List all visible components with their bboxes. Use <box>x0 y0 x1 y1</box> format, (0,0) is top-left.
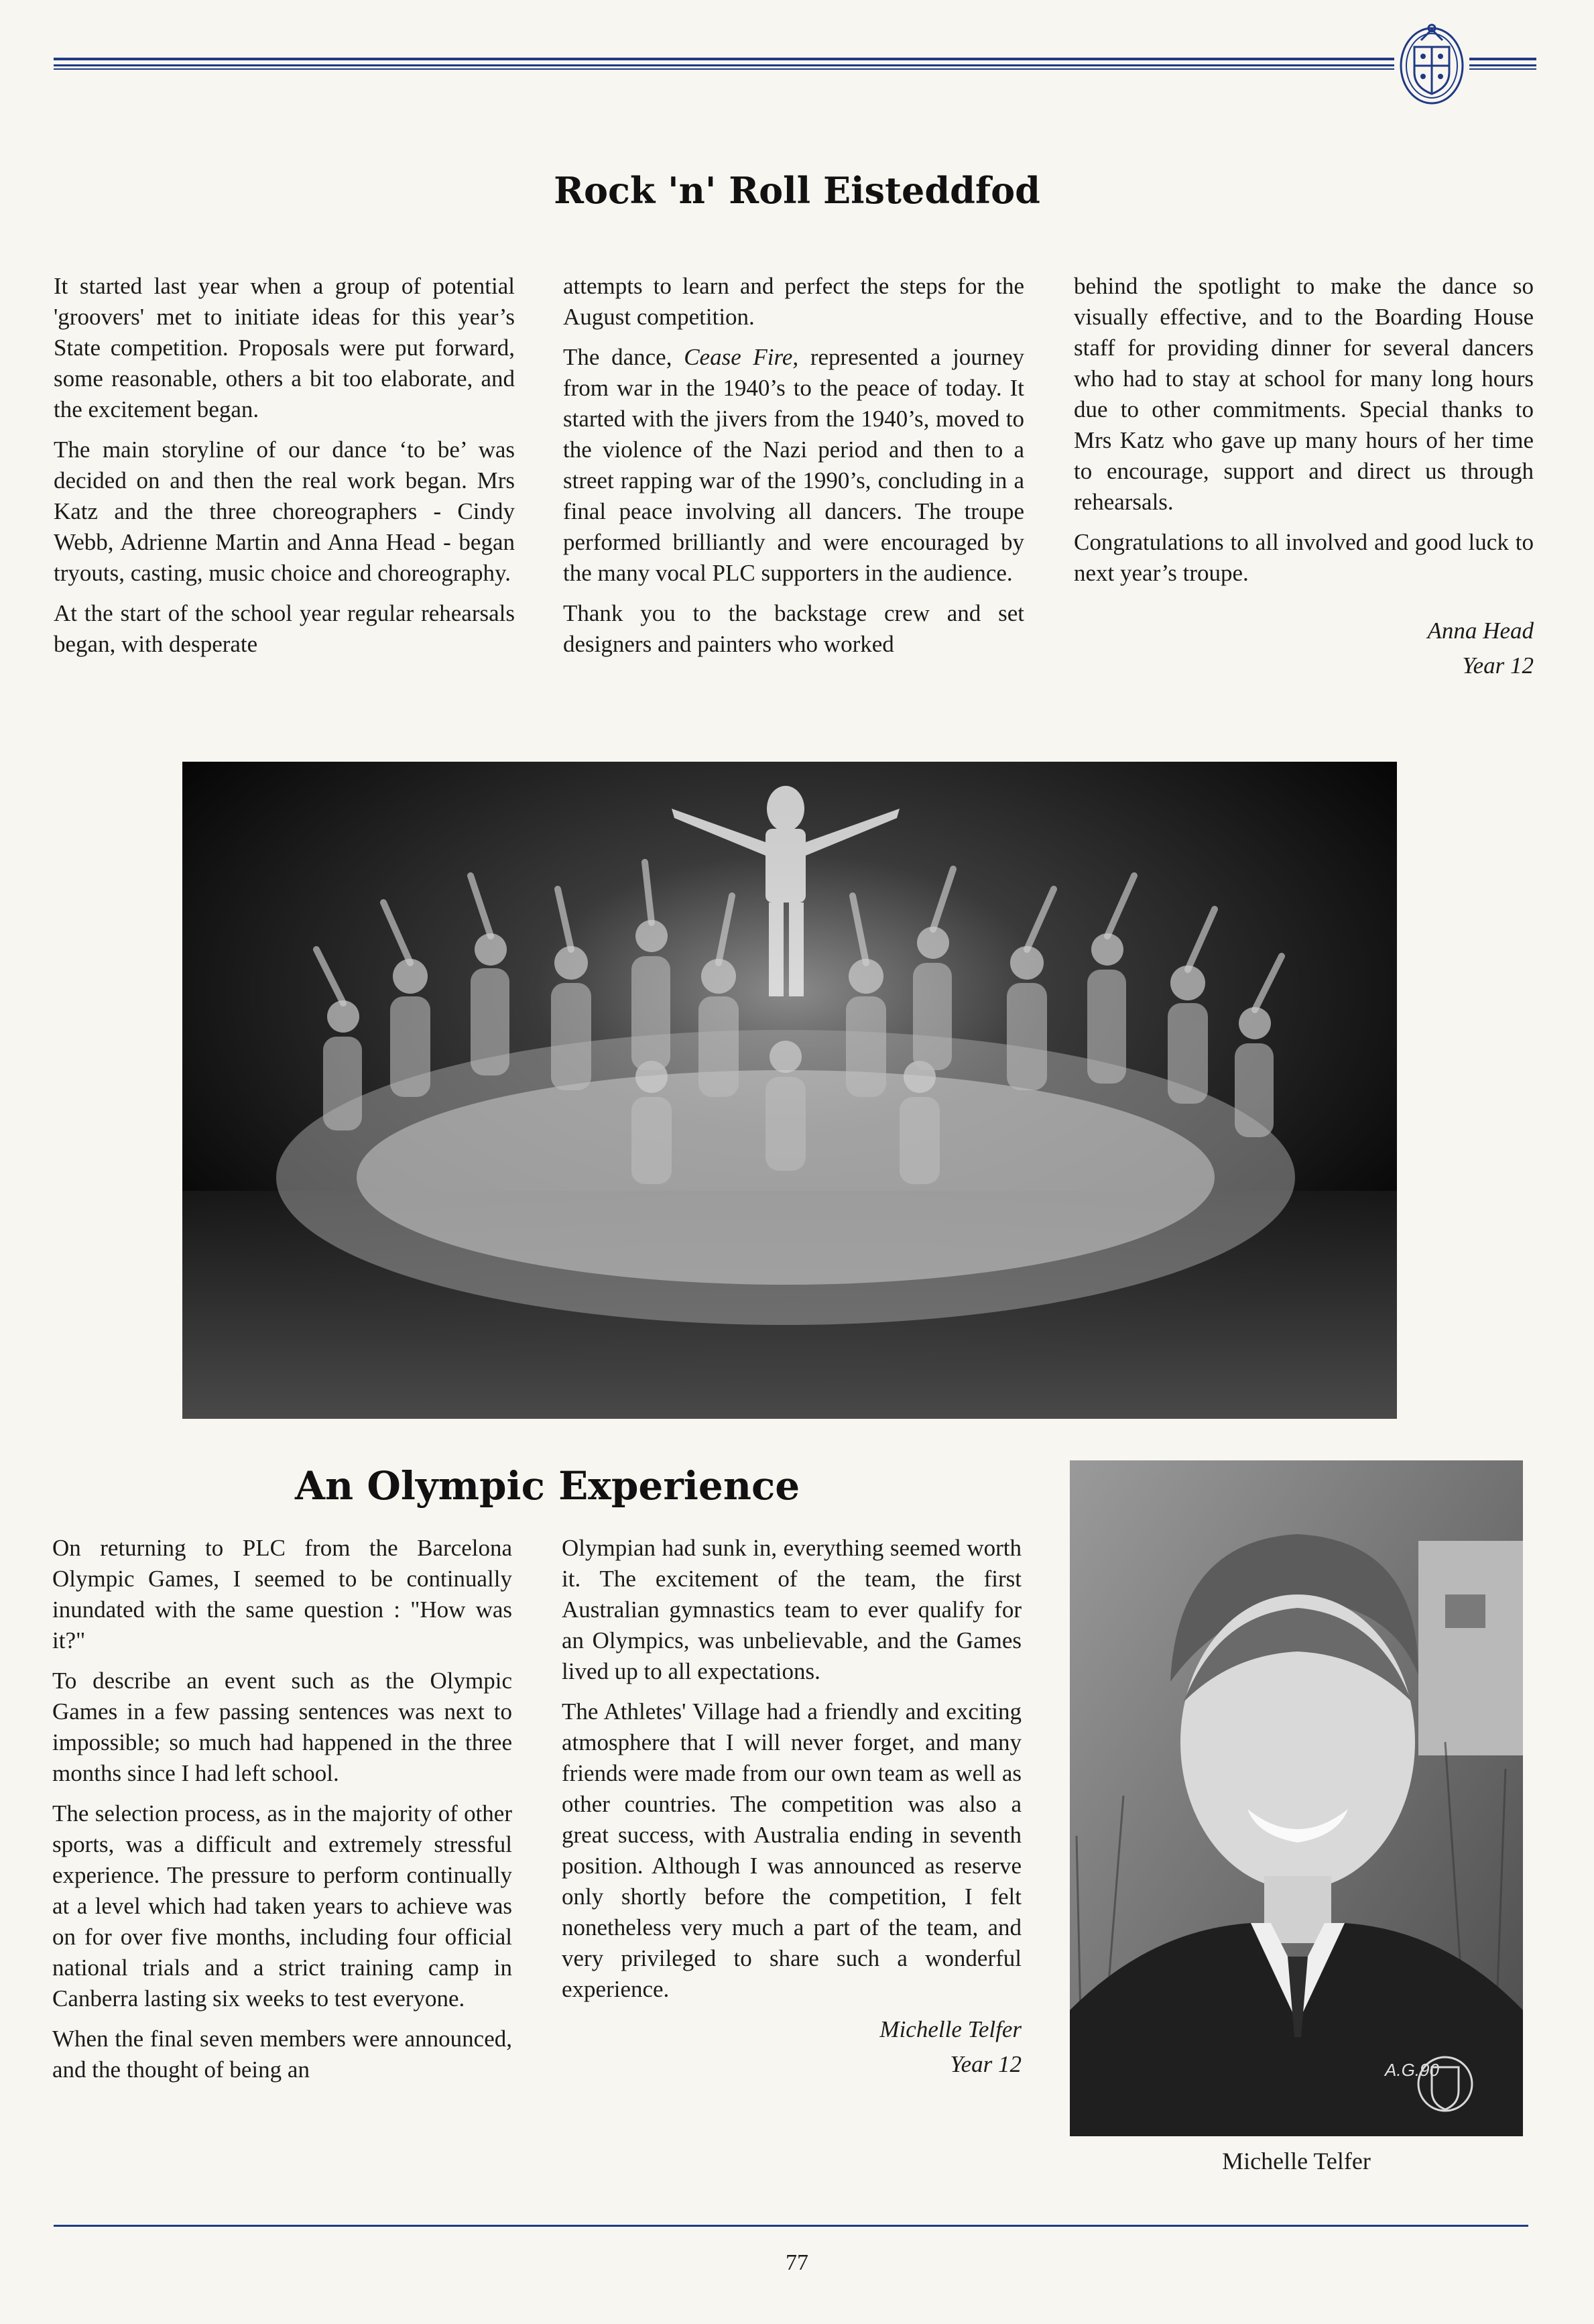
footer-rule <box>54 2225 1528 2227</box>
paragraph: Olympian had sunk in, everything seemed worth it. The excitement of the team, the first Australian gymnastics team to ever qualify for an Olympics, was unbelievable, and the Games lived up to all expectations. <box>562 1535 1022 1684</box>
photo-caption: Michelle Telfer <box>1222 2148 1371 2174</box>
article-column <box>1074 271 1534 681</box>
paragraph: At the start of the school year regular rehearsals began, with desperate <box>54 600 515 657</box>
author-name: Michelle Telfer <box>879 2016 1022 2042</box>
article-column <box>562 1533 1022 2080</box>
article-title: An Olympic Experience <box>295 1463 800 1509</box>
photo-badge-text: A.G.90 <box>1385 2060 1439 2080</box>
author-name: Anna Head <box>1427 618 1534 644</box>
dance-title: Cease Fire, <box>684 344 799 370</box>
author-year: Year 12 <box>1462 652 1534 679</box>
portrait-photo <box>1070 1460 1523 2136</box>
text-run: The dance, <box>563 344 684 370</box>
paragraph: The selection process, as in the majority of other sports, was a difficult and extremely stressful experience. The pressure to perform continually at a level which had taken years to achieve was on for over five months, including four official national trials and a strict training camp in Canberra lasting six weeks to test everyone. <box>52 1800 512 2012</box>
page-number: 77 <box>786 2250 808 2275</box>
header-rule <box>54 58 1394 70</box>
school-crest-icon <box>1394 20 1469 107</box>
paragraph: The Athletes' Village had a friendly and exciting atmosphere that I will never forget, and many friends were made from our own team as well as other countries. The competition was also a great success, with Australia ending in seventh position. Although I was announced as reserve only shortly before the competition, I felt nonetheless very much a part of the team, and very privileged to share such a wonderful experience. <box>562 1698 1022 2002</box>
article-column <box>54 271 515 669</box>
paragraph: It started last year when a group of potential 'groovers' met to initiate ideas for this year’s State competition. Proposals were put forward, some reasonable, others a bit too elaborate, and the excitement began. <box>54 273 515 422</box>
paragraph: The main storyline of our dance ‘to be’ was decided on and then the real work began. Mrs Katz and the three choreographers - Cindy Webb, Adrienne Martin and Anna Head - began tryouts, casting, music choice and choreography. <box>54 437 515 586</box>
author-year: Year 12 <box>950 2051 1022 2077</box>
text-run: represented a journey from war in the 1940’s to the peace of today. It started with the jivers from the 1940’s, moved to the violence of the Nazi period and then to a street rapping war of the 1990’s, concluding in a final peace involving all dancers. The troupe performed brilliantly and were encouraged by the many vocal PLC supporters in the audience. <box>563 344 1024 586</box>
paragraph: Thank you to the backstage crew and set designers and painters who worked <box>563 600 1024 657</box>
dance-photo <box>182 762 1397 1419</box>
paragraph: To describe an event such as the Olympic Games in a few passing sentences was next to impossible; so much had happened in the three months since I had left school. <box>52 1668 512 1786</box>
paragraph: When the final seven members were announced, and the thought of being an <box>52 2026 512 2083</box>
article-column <box>563 271 1024 669</box>
paragraph: attempts to learn and perfect the steps for the August competition. <box>563 273 1024 330</box>
paragraph: Congratulations to all involved and good luck to next year’s troupe. <box>1074 529 1534 586</box>
article-title: Rock 'n' Roll Eisteddfod <box>554 169 1040 212</box>
header-rule-right <box>1469 58 1536 70</box>
paragraph: On returning to PLC from the Barcelona Olympic Games, I seemed to be continually inundated with the same question : "How was it?" <box>52 1535 512 1653</box>
paragraph <box>563 342 1024 589</box>
paragraph: behind the spotlight to make the dance so visually effective, and to the Boarding House staff for providing dinner for several dancers who had to stay at school for many long hours due to other commitments. Special thanks to Mrs Katz who gave up many hours of her time to encourage, support and direct us through rehearsals. <box>1074 273 1534 515</box>
article-column <box>52 1533 512 2095</box>
